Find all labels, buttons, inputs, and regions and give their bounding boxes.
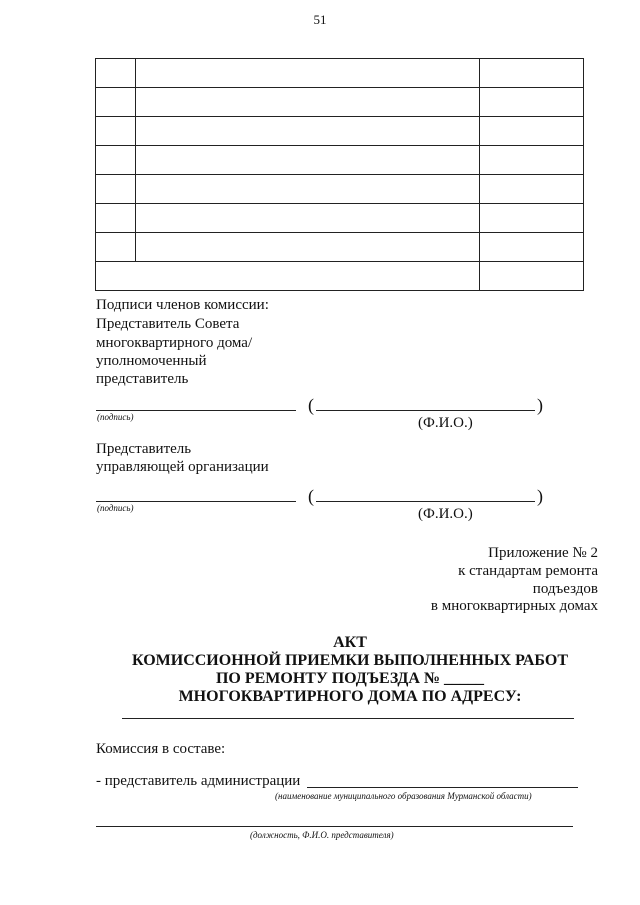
table-cell	[96, 146, 136, 175]
fio-caption: (Ф.И.О.)	[418, 506, 473, 522]
table-cell	[480, 59, 584, 88]
fio-line	[316, 410, 535, 411]
table-cell	[480, 204, 584, 233]
table-row	[96, 117, 584, 146]
org-rep-line: управляющей организации	[96, 459, 269, 475]
table-cell	[480, 88, 584, 117]
position-caption: (должность, Ф.И.О. представителя)	[250, 830, 394, 840]
fio-line	[316, 501, 535, 502]
commission-label: Комиссия в составе:	[96, 741, 226, 757]
table-row	[96, 204, 584, 233]
table-cell	[480, 146, 584, 175]
signature-line	[96, 501, 296, 502]
signature-caption: (подпись)	[97, 503, 134, 513]
paren-close: )	[537, 486, 543, 506]
table-cell	[136, 175, 480, 204]
act-title: АКТ	[333, 634, 367, 651]
position-line	[96, 826, 573, 827]
table-row	[96, 59, 584, 88]
table-cell	[480, 262, 584, 291]
table-total-row	[96, 262, 584, 291]
act-title-line: МНОГОКВАРТИРНОГО ДОМА ПО АДРЕСУ:	[178, 688, 522, 705]
page-number: 51	[313, 12, 327, 27]
org-rep-line: Представитель	[96, 441, 192, 457]
appendix-line: Приложение № 2	[488, 545, 598, 561]
table-row	[96, 175, 584, 204]
appendix-line: в многоквартирных домах	[430, 598, 598, 614]
table-row	[96, 146, 584, 175]
table-cell	[96, 262, 480, 291]
admin-rep-line	[307, 787, 578, 788]
table-cell	[136, 59, 480, 88]
table-cell	[136, 146, 480, 175]
table-cell	[480, 117, 584, 146]
act-title-line: КОМИССИОННОЙ ПРИЕМКИ ВЫПОЛНЕННЫХ РАБОТ	[132, 652, 568, 669]
admin-rep-label: - представитель администрации	[96, 773, 301, 789]
table-cell	[480, 175, 584, 204]
council-rep-line: Представитель Совета	[96, 316, 240, 332]
act-title-line: ПО РЕМОНТУ ПОДЪЕЗДА № _____	[215, 670, 485, 687]
table-cell	[96, 175, 136, 204]
table-cell	[136, 88, 480, 117]
table-cell	[96, 59, 136, 88]
council-rep-line: уполномоченный	[96, 353, 207, 369]
signature-caption: (подпись)	[97, 412, 134, 422]
admin-rep-caption: (наименование муниципального образования Мурманской области)	[275, 791, 532, 801]
paren-open: (	[308, 395, 314, 415]
council-rep-line: представитель	[96, 371, 189, 387]
signature-line	[96, 410, 296, 411]
paren-open: (	[308, 486, 314, 506]
appendix-line: к стандартам ремонта	[458, 563, 598, 579]
table-cell	[480, 233, 584, 262]
paren-close: )	[537, 395, 543, 415]
table-cell	[136, 117, 480, 146]
table-row	[96, 233, 584, 262]
fio-caption: (Ф.И.О.)	[418, 415, 473, 431]
table-cell	[96, 88, 136, 117]
table-cell	[96, 117, 136, 146]
appendix-line: подъездов	[532, 581, 598, 597]
table-cell	[136, 233, 480, 262]
table-cell	[136, 204, 480, 233]
signatures-heading: Подписи членов комиссии:	[96, 297, 269, 313]
works-table	[95, 58, 584, 291]
table-cell	[96, 233, 136, 262]
council-rep-line: многоквартирного дома/	[96, 335, 253, 351]
table-row	[96, 88, 584, 117]
address-line	[122, 718, 574, 719]
table-cell	[96, 204, 136, 233]
